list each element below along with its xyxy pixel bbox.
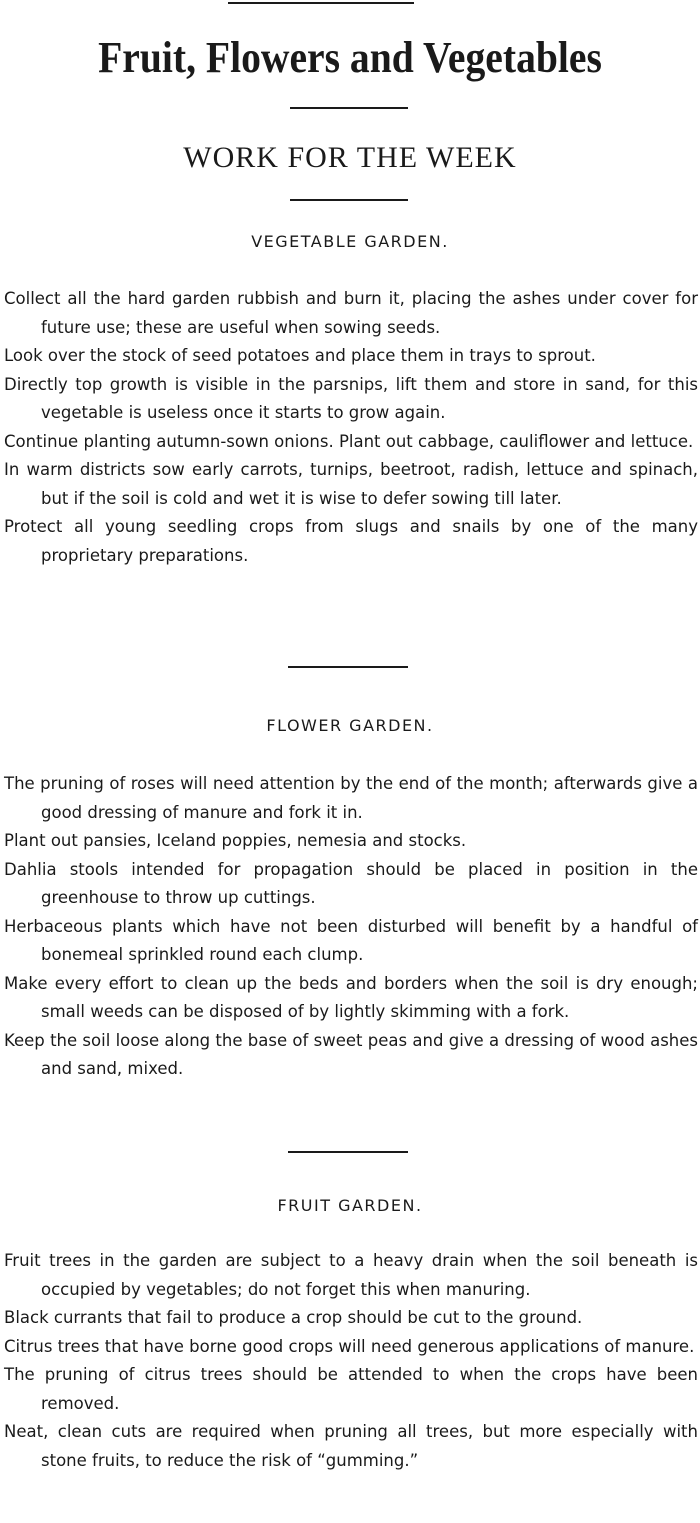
section-vegetable [4,285,698,570]
page-subtitle: WORK FOR THE WEEK [183,141,517,174]
list-item: Look over the stock of seed potatoes and place them in trays to sprout. [4,346,596,365]
list-item: Keep the soil loose along the base of sweet peas and give a dressing of wood ashes and sand, mixed. [4,1030,698,1078]
subtitle-divider [290,199,408,201]
section-divider [288,666,408,668]
list-item: Collect all the hard garden rubbish and burn it, placing the ashes under cover for future use; these are useful when sowing seeds. [4,289,698,337]
list-item: In warm districts sow early carrots, turnips, beetroot, radish, lettuce and spinach, but if the soil is cold and wet it is wise to defer sowing till later. [4,460,698,508]
list-item: Protect all young seedling crops from slugs and snails by one of the many proprietary preparations. [4,517,698,565]
section-heading-fruit: FRUIT GARDEN. [277,1196,423,1215]
list-item: Citrus trees that have borne good crops will need generous applications of manure. [4,1336,695,1356]
list-item: Black currants that fail to produce a crop should be cut to the ground. [4,1308,583,1327]
top-rule [228,2,414,4]
list-item: The pruning of citrus trees should be attended to when the crops have been removed. [4,1365,698,1413]
section-flower [4,770,698,1084]
section-heading-flower: FLOWER GARDEN. [266,716,434,735]
list-item: Continue planting autumn-sown onions. Plant out cabbage, cauliflower and lettuce. [4,431,694,451]
section-divider [288,1151,408,1153]
list-item: Dahlia stools intended for propagation should be placed in position in the greenhouse to throw up cuttings. [4,859,698,907]
list-item: The pruning of roses will need attention by the end of the month; afterwards give a good dressing of manure and fork it in. [4,774,698,822]
list-item: Directly top growth is visible in the parsnips, lift them and store in sand, for this vegetable is useless once it starts to grow again. [4,374,698,422]
list-item: Neat, clean cuts are required when pruning all trees, but more especially with stone fruits, to reduce the risk of “gumming.” [4,1422,698,1470]
list-item: Plant out pansies, Iceland poppies, nemesia and stocks. [4,831,467,850]
list-item: Make every effort to clean up the beds and borders when the soil is dry enough; small weeds can be disposed of by lightly skimming with a fork. [4,973,698,1021]
section-fruit [4,1247,698,1475]
section-heading-vegetable: VEGETABLE GARDEN. [251,232,449,251]
page-title: Fruit, Flowers and Vegetables [98,33,602,82]
list-item: Herbaceous plants which have not been disturbed will benefit by a handful of bonemeal sprinkled round each clump. [4,916,698,964]
title-divider [290,107,408,109]
list-item: Fruit trees in the garden are subject to a heavy drain when the soil beneath is occupied by vegetables; do not forget this when manuring. [4,1251,698,1299]
